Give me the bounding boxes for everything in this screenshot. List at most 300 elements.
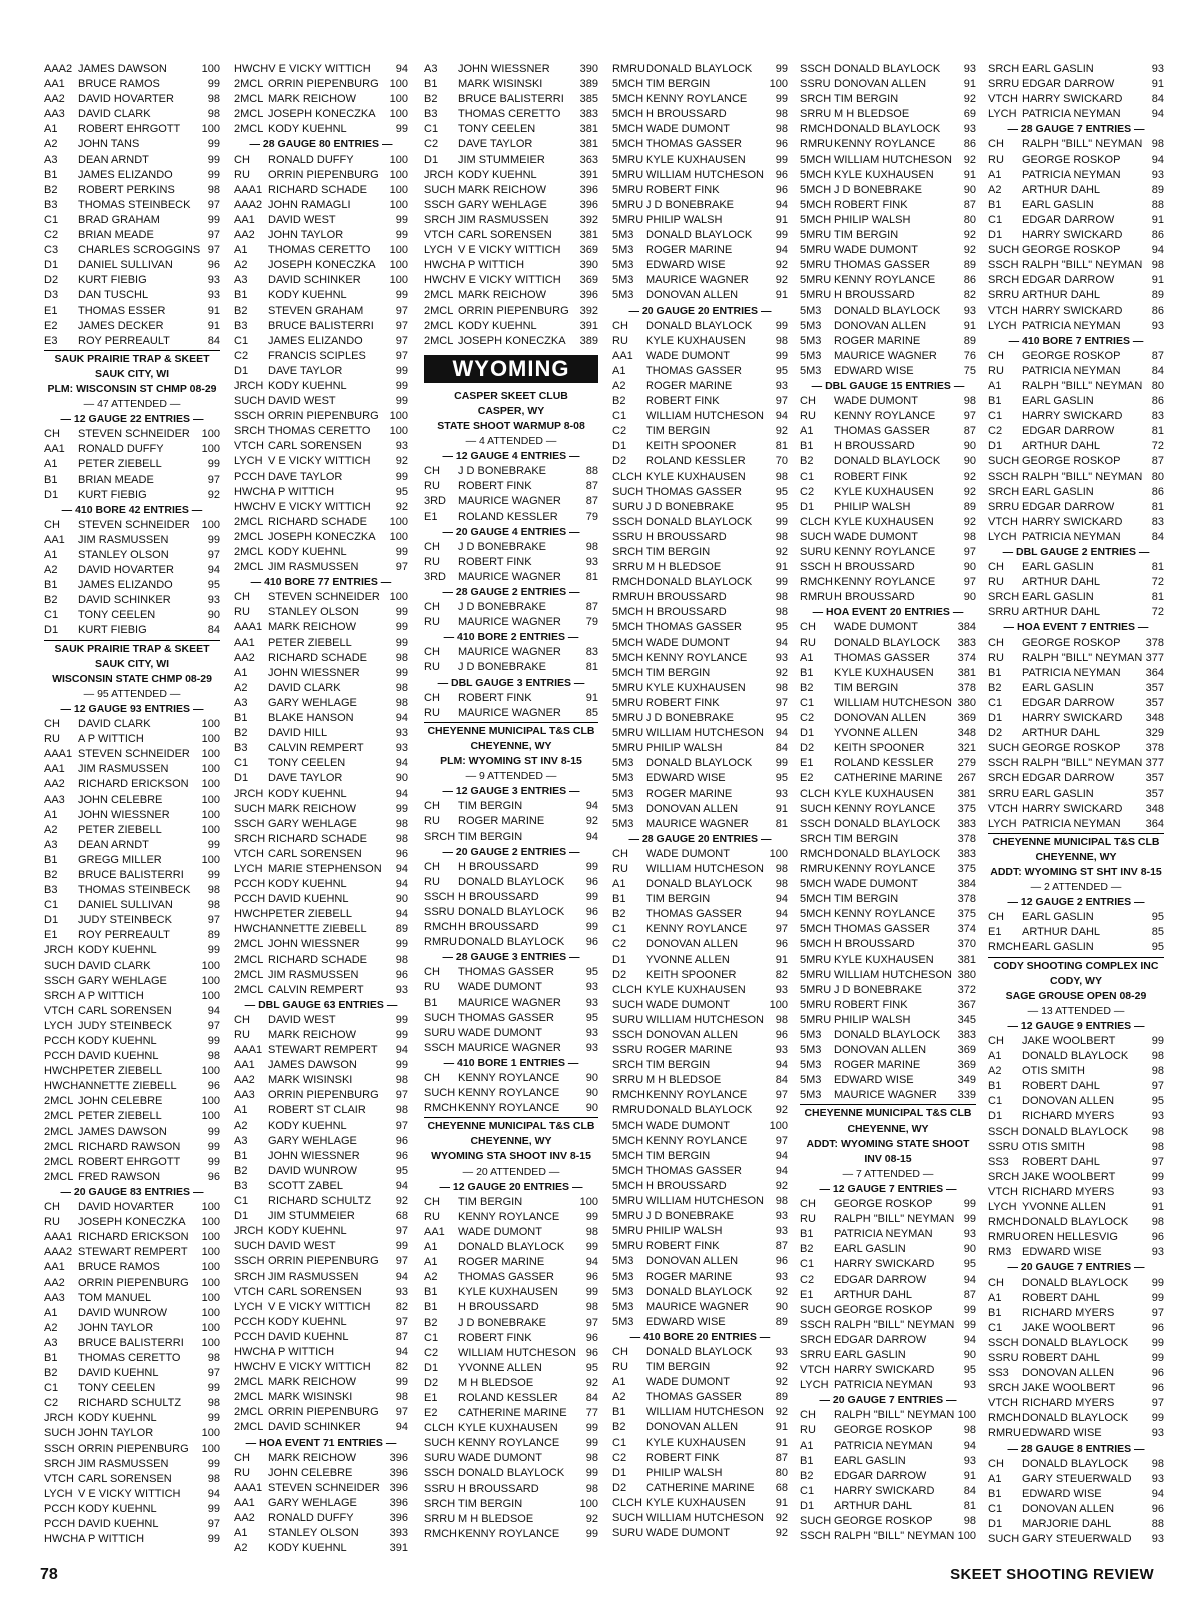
shooter-name: ROBERT DAHL (1022, 1351, 1100, 1364)
page-number: 78 (40, 1566, 58, 1583)
score: 98 (775, 530, 788, 543)
class-code: 2MCL (234, 1421, 264, 1434)
event-heading: — 28 GAUGE 8 ENTRIES — (1007, 1442, 1145, 1455)
shooter-name: THOMAS STEINBECK (78, 198, 191, 211)
score: 97 (775, 1134, 788, 1147)
score: 75 (963, 364, 976, 377)
score: 99 (395, 606, 408, 619)
class-code: SUCH (988, 742, 1020, 755)
class-code: E1 (424, 1391, 438, 1404)
class-code: SSCH (44, 1442, 75, 1455)
class-code: 5MRU (800, 289, 832, 302)
score: 93 (775, 1345, 788, 1358)
event-heading: — 12 GAUGE 22 ENTRIES — (60, 413, 204, 426)
result-row (234, 862, 408, 877)
class-code: VTCH (988, 1185, 1018, 1198)
result-row (44, 1064, 220, 1079)
shooter-name: EARL GASLIN (1022, 485, 1094, 498)
shooter-name: PATRICIA NEYMAN (1022, 530, 1121, 543)
result-row (612, 288, 788, 303)
result-row (800, 515, 976, 530)
shooter-name: JOHN CELEBRE (268, 1466, 353, 1479)
result-row (800, 892, 976, 907)
class-code: SRCH (424, 830, 456, 843)
score: 321 (957, 742, 976, 755)
score: 90 (585, 1087, 598, 1100)
result-row (234, 1209, 408, 1224)
shooter-name: KYLE KUXHAUSEN (646, 334, 746, 347)
shooter-name: KODY KUEHNL (78, 1412, 157, 1425)
result-row (44, 243, 220, 258)
result-row (424, 107, 598, 122)
shooter-name: KENNY ROYLANCE (646, 93, 748, 106)
result-row (800, 304, 976, 319)
shooter-name: DAN TUSCHL (78, 289, 149, 302)
class-code: A3 (44, 153, 58, 166)
result-row (612, 409, 788, 424)
class-code: C1 (800, 470, 815, 483)
class-code: CH (988, 561, 1004, 574)
result-row (234, 1315, 408, 1330)
shooter-name: H BROUSSARD (458, 890, 539, 903)
shooter-name: THOMAS STEINBECK (78, 884, 191, 897)
shooter-name: ROBERT PERKINS (78, 183, 175, 196)
shooter-name: STEVEN SCHNEIDER (268, 591, 380, 604)
result-row (612, 922, 788, 937)
shooter-name: H BROUSSARD (458, 1301, 539, 1314)
result-row (612, 937, 788, 952)
class-code: B2 (612, 1421, 626, 1434)
shooter-name: JOHN WIESSNER (458, 63, 550, 75)
result-row (44, 1442, 220, 1457)
result-row (800, 470, 976, 485)
score: 97 (395, 1406, 408, 1419)
shooter-name: KYLE KUXHAUSEN (646, 1496, 746, 1509)
score: 99 (585, 1527, 598, 1540)
class-code: SURU (612, 1527, 644, 1540)
score: 92 (963, 470, 976, 483)
result-row (988, 1155, 1164, 1170)
shooter-name: THOMAS GASSER (646, 1391, 742, 1404)
result-row (988, 92, 1164, 107)
shooter-name: DAVE TAYLOR (268, 470, 343, 483)
score: 93 (963, 304, 976, 317)
score: 93 (207, 289, 220, 302)
score: 99 (395, 470, 408, 483)
result-row (424, 62, 598, 77)
shooter-name: KYLE KUXHAUSEN (458, 1422, 558, 1435)
score: 94 (775, 244, 788, 257)
score: 374 (957, 923, 976, 936)
result-row (988, 741, 1164, 756)
score: 97 (1151, 1306, 1164, 1319)
class-code: E3 (44, 334, 58, 347)
club-heading: CHEYENNE MUNICIPAL T&S CLB (804, 1107, 972, 1120)
score: 91 (963, 1469, 976, 1482)
score: 90 (963, 591, 976, 604)
shooter-name: TIM BERGIN (834, 229, 899, 242)
shooter-name: THOMAS GASSER (834, 259, 930, 272)
result-row (800, 771, 976, 786)
score: 97 (395, 1089, 408, 1102)
result-row (612, 877, 788, 892)
shooter-name: DONALD BLAYLOCK (1022, 1412, 1129, 1425)
shooter-name: KYLE KUXHAUSEN (834, 666, 934, 679)
score: 70 (775, 455, 788, 468)
score: 99 (395, 621, 408, 634)
shooter-name: THOMAS GASSER (458, 966, 554, 979)
result-row (800, 319, 976, 334)
shooter-name: ROY PERREAULT (78, 929, 170, 942)
shooter-name: KEITH SPOONER (646, 968, 737, 981)
score: 99 (395, 666, 408, 679)
class-code: D1 (800, 727, 815, 740)
shooter-name: RALPH "BILL" NEYMAN (834, 1409, 955, 1422)
shooter-name: CALVIN REMPERT (268, 983, 364, 996)
class-code: 5M3 (612, 289, 634, 302)
result-row (988, 500, 1164, 515)
score: 99 (207, 168, 220, 181)
results-column-2 (234, 62, 408, 1556)
result-row (234, 832, 408, 847)
shooter-name: JIM STUMMEIER (458, 153, 545, 166)
shooter-name: JIM RASMUSSEN (78, 763, 169, 776)
shooter-name: THOMAS CERETTO (458, 108, 561, 121)
score: 80 (1151, 379, 1164, 392)
result-row (234, 258, 408, 273)
result-row (234, 1058, 408, 1073)
class-code: AA1 (234, 213, 255, 226)
shooter-name: TONY CEELEN (458, 123, 536, 136)
result-row (234, 817, 408, 832)
class-code: SRCH (424, 1497, 456, 1510)
result-row (44, 823, 220, 838)
result-row (988, 1351, 1164, 1366)
shooter-name: DAVE TAYLOR (268, 772, 343, 785)
result-row (44, 62, 220, 77)
class-code: 2MCL (234, 938, 264, 951)
results-column-6 (988, 62, 1164, 1547)
shooter-name: J D BONEBRAKE (458, 601, 547, 614)
class-code: RMCH (612, 1089, 645, 1102)
shooter-name: PATRICIA NEYMAN (1022, 364, 1121, 377)
class-code: CH (234, 591, 250, 604)
class-code: RU (424, 480, 440, 493)
class-code: C1 (234, 1195, 249, 1208)
class-code: C1 (612, 1436, 627, 1449)
class-code: C1 (44, 1382, 59, 1395)
class-code: RU (988, 651, 1004, 664)
score: 72 (1151, 576, 1164, 589)
class-code: RU (44, 1216, 60, 1229)
shooter-name: BRUCE BALISTERRI (268, 319, 374, 332)
score: 100 (389, 410, 408, 423)
result-row (800, 500, 976, 515)
event-heading: — 20 GAUGE 83 ENTRIES — (60, 1185, 204, 1198)
score: 92 (585, 1512, 598, 1525)
score: 100 (201, 1201, 220, 1214)
score: 378 (1145, 742, 1164, 755)
event-heading: — HOA EVENT 20 ENTRIES — (812, 606, 964, 619)
club-heading: WISCONSIN STATE CHMP 08-29 (52, 672, 212, 685)
result-row (612, 454, 788, 469)
result-row (800, 168, 976, 183)
score: 381 (957, 953, 976, 966)
score: 99 (1151, 1412, 1164, 1425)
result-row (612, 1239, 788, 1254)
result-row (44, 732, 220, 747)
result-row (44, 1336, 220, 1351)
club-heading: SAUK PRAIRIE TRAP & SKEET (54, 642, 210, 655)
shooter-name: JAMES ELIZANDO (268, 334, 363, 347)
result-row (424, 799, 598, 814)
shooter-name: MARJORIE DAHL (1022, 1518, 1112, 1530)
shooter-name: DAVID KUEHNL (268, 1330, 349, 1343)
shooter-name: THOMAS GASSER (458, 1271, 554, 1284)
score: 80 (1151, 470, 1164, 483)
class-code: RMCH (988, 1216, 1021, 1229)
score: 98 (585, 1452, 598, 1465)
score: 93 (395, 742, 408, 755)
result-row (44, 1049, 220, 1064)
class-code: C1 (424, 1331, 439, 1344)
class-code: C1 (234, 334, 249, 347)
result-row (44, 793, 220, 808)
score: 99 (207, 1412, 220, 1425)
shooter-name: GARY WEHLAGE (268, 1496, 357, 1509)
result-row (612, 696, 788, 711)
shooter-name: KODY KUEHNL (268, 1225, 347, 1238)
section-divider (424, 1117, 598, 1118)
class-code: CH (44, 1201, 60, 1214)
score: 68 (395, 1210, 408, 1223)
class-code: E1 (424, 510, 438, 523)
class-code: SRCH (612, 1059, 644, 1072)
section-divider (988, 957, 1164, 958)
result-row (612, 92, 788, 107)
class-code: 5MRU (800, 953, 832, 966)
shooter-name: DAVID CLARK (268, 681, 341, 694)
class-code: CH (800, 1409, 816, 1422)
result-row (424, 706, 598, 721)
result-row (988, 1230, 1164, 1245)
shooter-name: PHILIP WALSH (834, 500, 911, 513)
class-code: SUCH (424, 183, 456, 196)
score: 96 (775, 168, 788, 181)
score: 100 (201, 428, 220, 441)
score: 396 (579, 289, 598, 302)
result-row (424, 814, 598, 829)
score: 97 (207, 914, 220, 927)
club-heading: SAUK CITY, WI (94, 657, 170, 670)
shooter-name: THOMAS GASSER (834, 651, 930, 664)
shooter-name: DONALD BLAYLOCK (834, 636, 941, 649)
shooter-name: V E VICKY WITTICH (268, 63, 371, 75)
result-row (424, 334, 598, 349)
result-row (612, 1451, 788, 1466)
score: 95 (585, 1011, 598, 1024)
score: 91 (1151, 274, 1164, 287)
score: 96 (207, 259, 220, 272)
result-row (988, 319, 1164, 334)
class-code: A3 (44, 1336, 58, 1349)
result-row (988, 168, 1164, 183)
class-code: A3 (424, 63, 438, 75)
result-row (44, 334, 220, 349)
score: 383 (957, 1029, 976, 1041)
class-code: A3 (234, 274, 248, 287)
class-code: B1 (612, 893, 626, 906)
score: 96 (1151, 1502, 1164, 1515)
result-row (612, 1134, 788, 1149)
class-code: A1 (234, 666, 248, 679)
score: 99 (775, 515, 788, 528)
result-row (234, 183, 408, 198)
result-row (424, 198, 598, 213)
class-code: C2 (612, 425, 627, 438)
result-row (988, 1457, 1164, 1472)
score: 100 (201, 1110, 220, 1123)
score: 100 (769, 1119, 788, 1132)
class-code: RMCH (800, 123, 833, 136)
result-row (44, 1245, 220, 1260)
result-row (988, 153, 1164, 168)
shooter-name: WADE DUMONT (834, 878, 918, 891)
score: 98 (395, 651, 408, 664)
shooter-name: KENNY ROYLANCE (834, 576, 936, 589)
score: 100 (579, 1195, 598, 1208)
result-row (234, 651, 408, 666)
result-row (44, 198, 220, 213)
score: 98 (395, 1074, 408, 1087)
shooter-name: DONALD BLAYLOCK (458, 1467, 565, 1480)
shooter-name: ROLAND KESSLER (458, 510, 558, 523)
class-code: VTCH (800, 1364, 830, 1377)
shooter-name: RICHARD ERICKSON (78, 778, 189, 791)
class-code: C1 (988, 213, 1003, 226)
shooter-name: DAVID CLARK (78, 108, 151, 121)
result-row (234, 1390, 408, 1405)
score: 93 (585, 996, 598, 1009)
score: 391 (579, 168, 598, 181)
result-row (988, 1517, 1164, 1532)
score: 369 (579, 274, 598, 287)
score: 84 (1151, 364, 1164, 377)
class-code: CH (424, 601, 440, 614)
result-row (612, 636, 788, 651)
score: 93 (775, 1044, 788, 1057)
class-code: RMCH (988, 941, 1021, 954)
result-row (800, 228, 976, 243)
shooter-name: RICHARD SCHULTZ (78, 1397, 182, 1410)
class-code: B1 (988, 666, 1002, 679)
result-row (800, 243, 976, 258)
class-code: A2 (424, 1271, 438, 1284)
shooter-name: CATHERINE MARINE (834, 772, 943, 785)
result-row (800, 198, 976, 213)
result-row (44, 868, 220, 883)
score: 98 (1151, 1140, 1164, 1153)
class-code: 5MCH (800, 923, 832, 936)
shooter-name: TIM BERGIN (458, 800, 523, 813)
shooter-name: THOMAS CERETTO (78, 1351, 181, 1364)
class-code: A1 (234, 1104, 248, 1117)
shooter-name: KENNY ROYLANCE (646, 1134, 748, 1147)
result-row (424, 183, 598, 198)
shooter-name: KYLE KUXHAUSEN (646, 470, 746, 483)
result-row (424, 1527, 598, 1542)
class-code: D1 (800, 1499, 815, 1512)
class-code: AA2 (234, 651, 255, 664)
shooter-name: DAVID KUEHNL (78, 1050, 159, 1063)
shooter-name: DONOVAN ALLEN (646, 1029, 739, 1041)
shooter-name: ROBERT FINK (834, 998, 908, 1011)
class-code: 5MRU (612, 1240, 644, 1253)
result-row (988, 681, 1164, 696)
shooter-name: STEWART REMPERT (268, 1044, 378, 1057)
shooter-name: J D BONEBRAKE (458, 1316, 547, 1329)
shooter-name: THOMAS GASSER (646, 138, 742, 151)
shooter-name: ROBERT FINK (646, 1451, 720, 1464)
score: 267 (957, 772, 976, 785)
shooter-name: WILLIAM HUTCHESON (646, 168, 764, 181)
shooter-name: RALPH "BILL" NEYMAN (1022, 470, 1143, 483)
shooter-name: MAURICE WAGNER (646, 1300, 749, 1313)
class-code: RMRU (988, 1231, 1021, 1244)
class-code: D2 (612, 455, 627, 468)
score: 97 (207, 229, 220, 242)
score: 81 (585, 661, 598, 674)
class-code: 5MRU (612, 213, 644, 226)
shooter-name: STANLEY OLSON (268, 606, 359, 619)
shooter-name: THOMAS ESSER (78, 304, 166, 317)
result-row (988, 940, 1164, 955)
shooter-name: GREGG MILLER (78, 853, 162, 866)
shooter-name: RICHARD SCHADE (268, 651, 368, 664)
class-code: PCCH (234, 1315, 266, 1328)
score: 98 (585, 1301, 598, 1314)
score: 93 (775, 1210, 788, 1223)
shooter-name: PATRICIA NEYMAN (834, 1439, 933, 1452)
score: 100 (389, 198, 408, 211)
result-row (988, 515, 1164, 530)
class-code: 5MCH (612, 606, 644, 619)
score: 384 (957, 621, 976, 634)
shooter-name: DONALD BLAYLOCK (1022, 1216, 1129, 1229)
class-code: 5MCH (612, 78, 644, 91)
class-code: A2 (612, 1391, 626, 1404)
class-code: 2MCL (44, 1110, 74, 1123)
result-row (234, 1375, 408, 1390)
shooter-name: HARRY SWICKARD (1022, 304, 1123, 317)
class-code: D1 (988, 1518, 1003, 1530)
score: 89 (963, 259, 976, 272)
score: 100 (201, 1216, 220, 1229)
score: 100 (201, 989, 220, 1002)
score: 82 (963, 289, 976, 302)
club-heading: ADDT: WYOMING STATE SHOOT (806, 1137, 970, 1150)
result-row (612, 1496, 788, 1511)
result-row (612, 1149, 788, 1164)
class-code: B2 (424, 1316, 438, 1329)
shooter-name: WILLIAM HUTCHESON (646, 862, 764, 875)
class-code: C2 (612, 1451, 627, 1464)
score: 97 (395, 561, 408, 574)
shooter-name: DONOVAN ALLEN (834, 712, 927, 725)
score: 94 (395, 63, 408, 75)
result-row (424, 1361, 598, 1376)
score: 100 (201, 733, 220, 746)
